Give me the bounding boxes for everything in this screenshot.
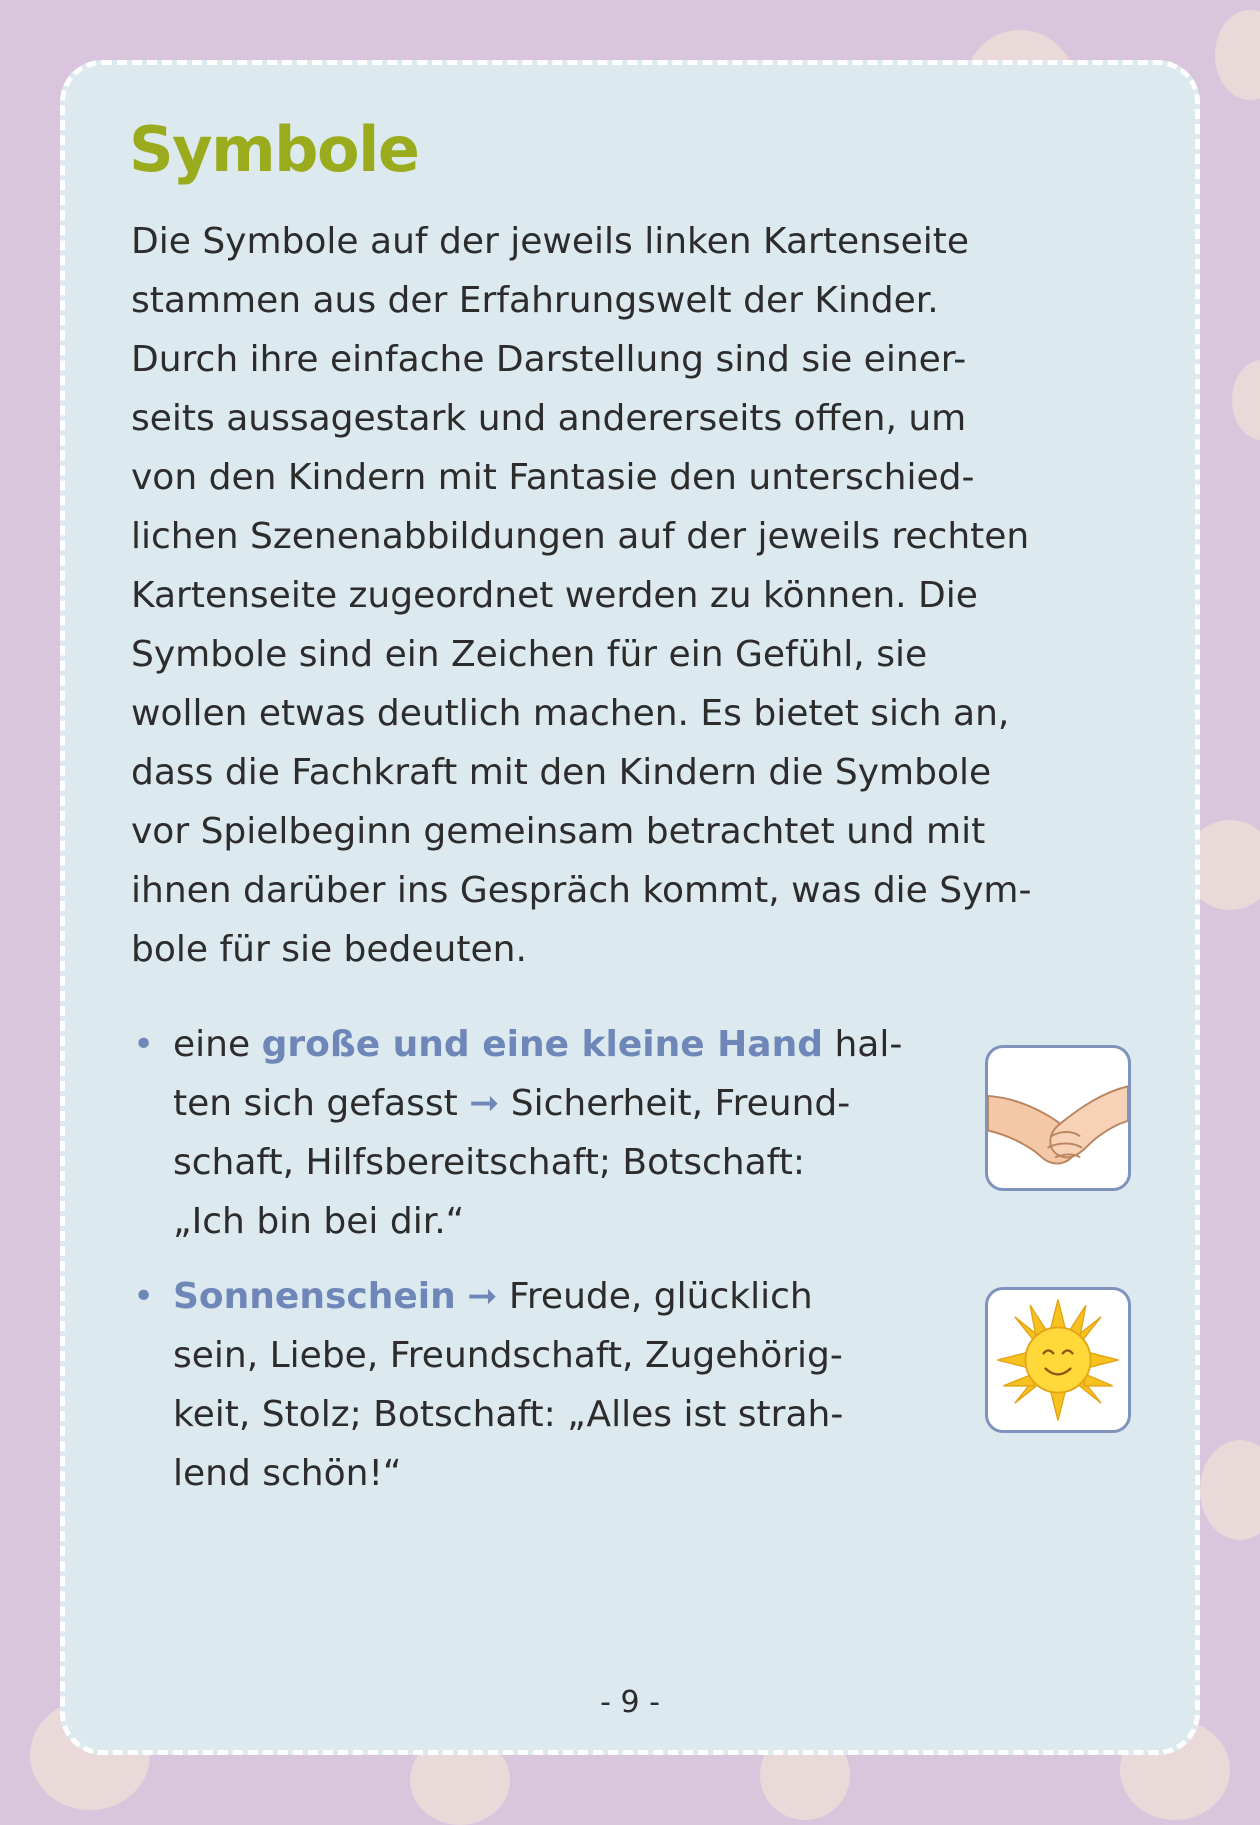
background-bokeh bbox=[1232, 360, 1260, 440]
body-line: lichen Szenenabbildungen auf der jeweils rechten bbox=[131, 516, 1030, 557]
content-card bbox=[60, 60, 1200, 1755]
body-line: seits aussagestark und andererseits offen, um bbox=[131, 398, 967, 439]
arrow-icon: ➞ bbox=[469, 1083, 500, 1124]
smiling-sun-icon bbox=[988, 1290, 1128, 1430]
body-paragraph bbox=[131, 212, 1141, 979]
bullet-line: keit, Stolz; Botschaft: „Alles ist strah- bbox=[173, 1394, 844, 1435]
body-line: von den Kindern mit Fantasie den unterschied- bbox=[131, 457, 975, 498]
body-line: stammen aus der Erfahrungswelt der Kinder. bbox=[131, 280, 939, 321]
page-number: - 9 - bbox=[600, 1685, 660, 1720]
bullet-text: eine bbox=[173, 1024, 262, 1065]
body-line: Die Symbole auf der jeweils linken Kartenseite bbox=[131, 221, 970, 262]
body-line: Kartenseite zugeordnet werden zu können. Die bbox=[131, 575, 978, 616]
bullet-text: hal- bbox=[823, 1024, 903, 1065]
bullet-text: Sicherheit, Freund- bbox=[499, 1083, 851, 1124]
bullet-text: ten sich gefasst bbox=[173, 1083, 470, 1124]
background-bokeh bbox=[1215, 10, 1260, 100]
arrow-icon: ➞ bbox=[467, 1276, 498, 1317]
body-line: bole für sie bedeuten. bbox=[131, 929, 527, 970]
body-line: wollen etwas deutlich machen. Es bietet sich an, bbox=[131, 693, 1010, 734]
bullet-icon: • bbox=[133, 1276, 155, 1317]
page-title: Symbole bbox=[129, 113, 419, 186]
body-line: ihnen darüber ins Gespräch kommt, was die Sym- bbox=[131, 870, 1032, 911]
bullet-icon: • bbox=[133, 1024, 155, 1065]
body-line: dass die Fachkraft mit den Kindern die Symbole bbox=[131, 752, 992, 793]
bullet-highlight: Sonnenschein bbox=[173, 1276, 456, 1317]
bullet-highlight: große und eine kleine Hand bbox=[261, 1024, 823, 1065]
sun-symbol-card bbox=[985, 1287, 1131, 1433]
body-line: vor Spielbeginn gemeinsam betrachtet und mit bbox=[131, 811, 986, 852]
hands-symbol-card bbox=[985, 1045, 1131, 1191]
bullet-line: „Ich bin bei dir.“ bbox=[173, 1201, 465, 1242]
bullet-line: lend schön!“ bbox=[173, 1453, 402, 1494]
bullet-line: schaft, Hilfsbereitschaft; Botschaft: bbox=[173, 1142, 805, 1183]
background-bokeh bbox=[1200, 1440, 1260, 1540]
body-line: Symbole sind ein Zeichen für ein Gefühl, sie bbox=[131, 634, 928, 675]
bullet-line: sein, Liebe, Freundschaft, Zugehörig- bbox=[173, 1335, 843, 1376]
holding-hands-icon bbox=[988, 1048, 1128, 1188]
body-line: Durch ihre einfache Darstellung sind sie einer- bbox=[131, 339, 967, 380]
bullet-text: Freude, glücklich bbox=[497, 1276, 813, 1317]
